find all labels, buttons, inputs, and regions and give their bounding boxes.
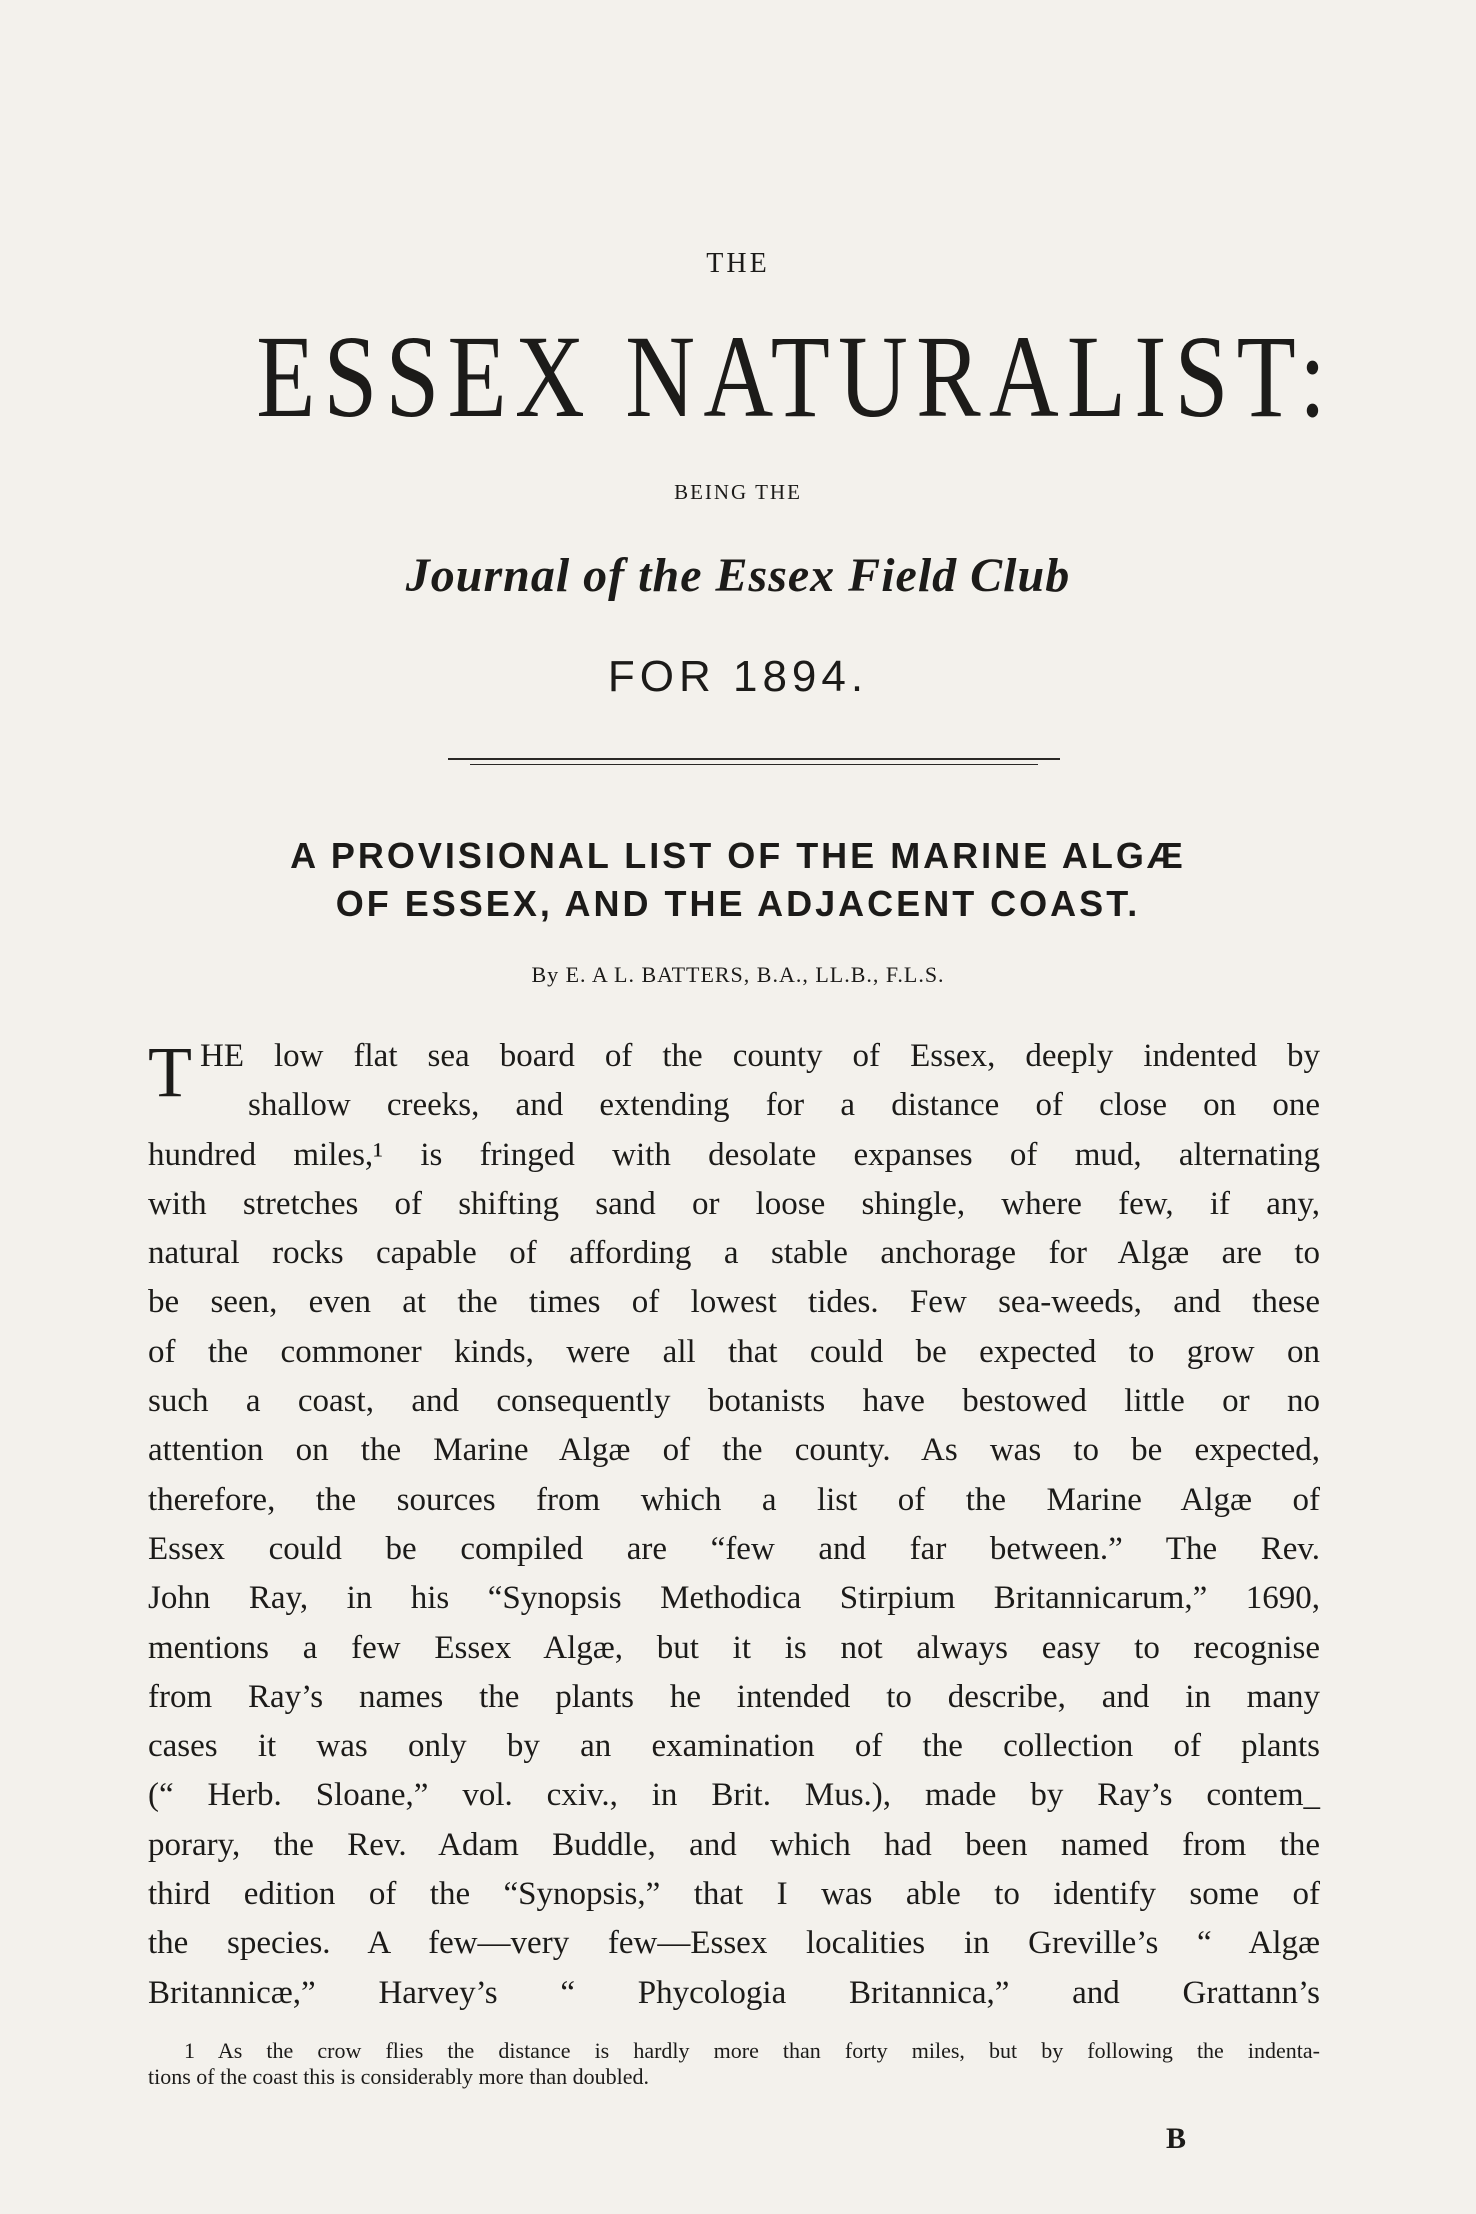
header-being-the: BEING THE <box>674 480 802 504</box>
body-line: from Ray’s names the plants he intended to describe, and in many <box>148 1678 1320 1715</box>
header-the: THE <box>706 248 770 279</box>
article-title-line-1: A PROVISIONAL LIST OF THE MARINE ALGÆ <box>290 835 1186 876</box>
article-byline: By E. A L. BATTERS, B.A., LL.B., F.L.S. <box>531 962 945 987</box>
body-line: natural rocks capable of affording a stable anchorage for Algæ are to <box>148 1235 1320 1272</box>
article-body <box>148 1032 1320 2018</box>
journal-year: FOR 1894. <box>607 652 869 701</box>
divider-rule <box>448 758 1060 760</box>
article-title <box>100 832 1376 928</box>
body-line: shallow creeks, and extending for a distance of close on one <box>248 1087 1320 1124</box>
body-line: third edition of the “Synopsis,” that I was able to identify some of <box>148 1876 1320 1913</box>
body-line: porary, the Rev. Adam Buddle, and which had been named from the <box>148 1826 1320 1863</box>
signature-mark: B <box>1166 2122 1187 2155</box>
body-line: John Ray, in his “Synopsis Methodica Stirpium Britannicarum,” 1690, <box>148 1580 1320 1617</box>
body-line: attention on the Marine Algæ of the county. As was to be expected, <box>148 1432 1320 1469</box>
body-line: (“ Herb. Sloane,” vol. cxiv., in Brit. Mus.), made by Ray’s contem_ <box>148 1777 1320 1814</box>
footnote-line-2: tions of the coast this is considerably more than doubled. <box>148 2064 650 2089</box>
body-line: of the commoner kinds, were all that could be expected to grow on <box>148 1333 1320 1370</box>
footnote <box>148 2038 1320 2090</box>
body-line: HE low flat sea board of the county of Essex, deeply indented by <box>199 1038 1320 1074</box>
divider-rule-thin <box>470 764 1038 765</box>
journal-title: Journal of the Essex Field Club <box>405 549 1071 602</box>
body-line: be seen, even at the times of lowest tides. Few sea-weeds, and these <box>148 1284 1320 1321</box>
body-line: the species. A few—very few—Essex localities in Greville’s “ Algæ <box>148 1925 1320 1962</box>
masthead-title: ESSEX NATURALIST: <box>256 311 1335 442</box>
body-line: Essex could be compiled are “few and far between.” The Rev. <box>148 1530 1320 1567</box>
footnote-line-1: 1 As the crow flies the distance is hardly more than forty miles, but by following the indenta- <box>184 2038 1320 2063</box>
body-line: hundred miles,¹ is fringed with desolate expanses of mud, alternating <box>148 1136 1320 1173</box>
body-line: cases it was only by an examination of the collection of plants <box>148 1728 1320 1765</box>
body-line: such a coast, and consequently botanists have bestowed little or no <box>148 1383 1320 1420</box>
drop-cap: T <box>148 1032 192 1112</box>
body-line: mentions a few Essex Algæ, but it is not always easy to recognise <box>148 1629 1320 1666</box>
article-title-line-2: OF ESSEX, AND THE ADJACENT COAST. <box>335 883 1141 924</box>
body-line: with stretches of shifting sand or loose shingle, where few, if any, <box>148 1185 1320 1222</box>
body-line: Britannicæ,” Harvey’s “ Phycologia Britannica,” and Grattann’s <box>148 1974 1320 2011</box>
body-line: therefore, the sources from which a list of the Marine Algæ of <box>148 1481 1320 1518</box>
